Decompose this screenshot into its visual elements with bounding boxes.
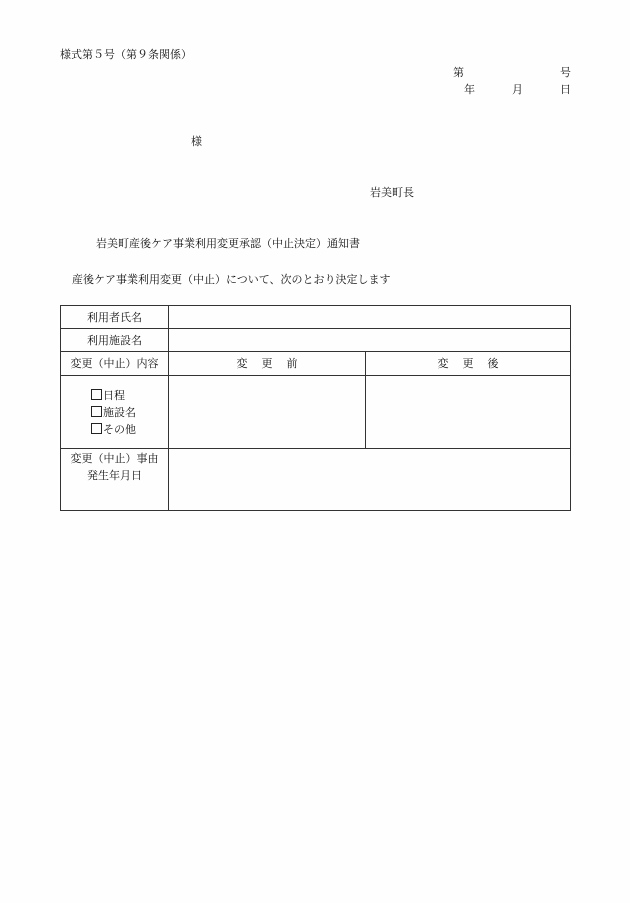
reason-value bbox=[169, 449, 571, 511]
notification-table bbox=[60, 305, 571, 511]
before-change-header bbox=[169, 352, 366, 376]
option-other[interactable]: その他 bbox=[91, 421, 168, 438]
sender: 岩美町長 bbox=[370, 186, 414, 199]
after-change-value bbox=[366, 376, 571, 449]
before-char-2: 更 bbox=[261, 357, 273, 370]
facility-label: 利用施設名 bbox=[61, 329, 169, 352]
user-name-label: 利用者氏名 bbox=[61, 306, 169, 329]
facility-value bbox=[169, 329, 571, 352]
date-day: 日 bbox=[560, 83, 571, 96]
change-options-cell bbox=[61, 376, 169, 449]
date-month: 月 bbox=[512, 83, 523, 96]
recipient-suffix: 様 bbox=[191, 135, 202, 148]
date-year: 年 bbox=[464, 83, 475, 96]
checkbox-icon[interactable] bbox=[91, 406, 102, 417]
user-name-value bbox=[169, 306, 571, 329]
document-title: 岩美町産後ケア事業利用変更承認（中止決定）通知書 bbox=[96, 237, 360, 250]
option-facility[interactable]: 施設名 bbox=[91, 404, 168, 421]
date-label: 発生年月日 bbox=[87, 469, 142, 482]
after-char-2: 更 bbox=[462, 357, 474, 370]
after-char-3: 後 bbox=[487, 357, 499, 370]
form-number: 様式第５号（第９条関係） bbox=[60, 48, 192, 61]
after-change-header bbox=[366, 352, 571, 376]
option-schedule[interactable]: 日程 bbox=[91, 387, 168, 404]
change-content-label: 変更（中止）内容 bbox=[61, 352, 169, 376]
doc-number-suffix: 号 bbox=[560, 66, 571, 79]
before-change-value bbox=[169, 376, 366, 449]
reason-label: 変更（中止）事由 bbox=[70, 452, 159, 465]
checkbox-icon[interactable] bbox=[91, 423, 102, 434]
before-char-1: 変 bbox=[236, 357, 248, 370]
reason-date-label bbox=[61, 449, 169, 511]
after-char-1: 変 bbox=[437, 357, 449, 370]
before-char-3: 前 bbox=[286, 357, 298, 370]
doc-number-prefix: 第 bbox=[453, 66, 464, 79]
checkbox-icon[interactable] bbox=[91, 389, 102, 400]
intro-text: 産後ケア事業利用変更（中止）について、次のとおり決定します bbox=[72, 273, 391, 286]
